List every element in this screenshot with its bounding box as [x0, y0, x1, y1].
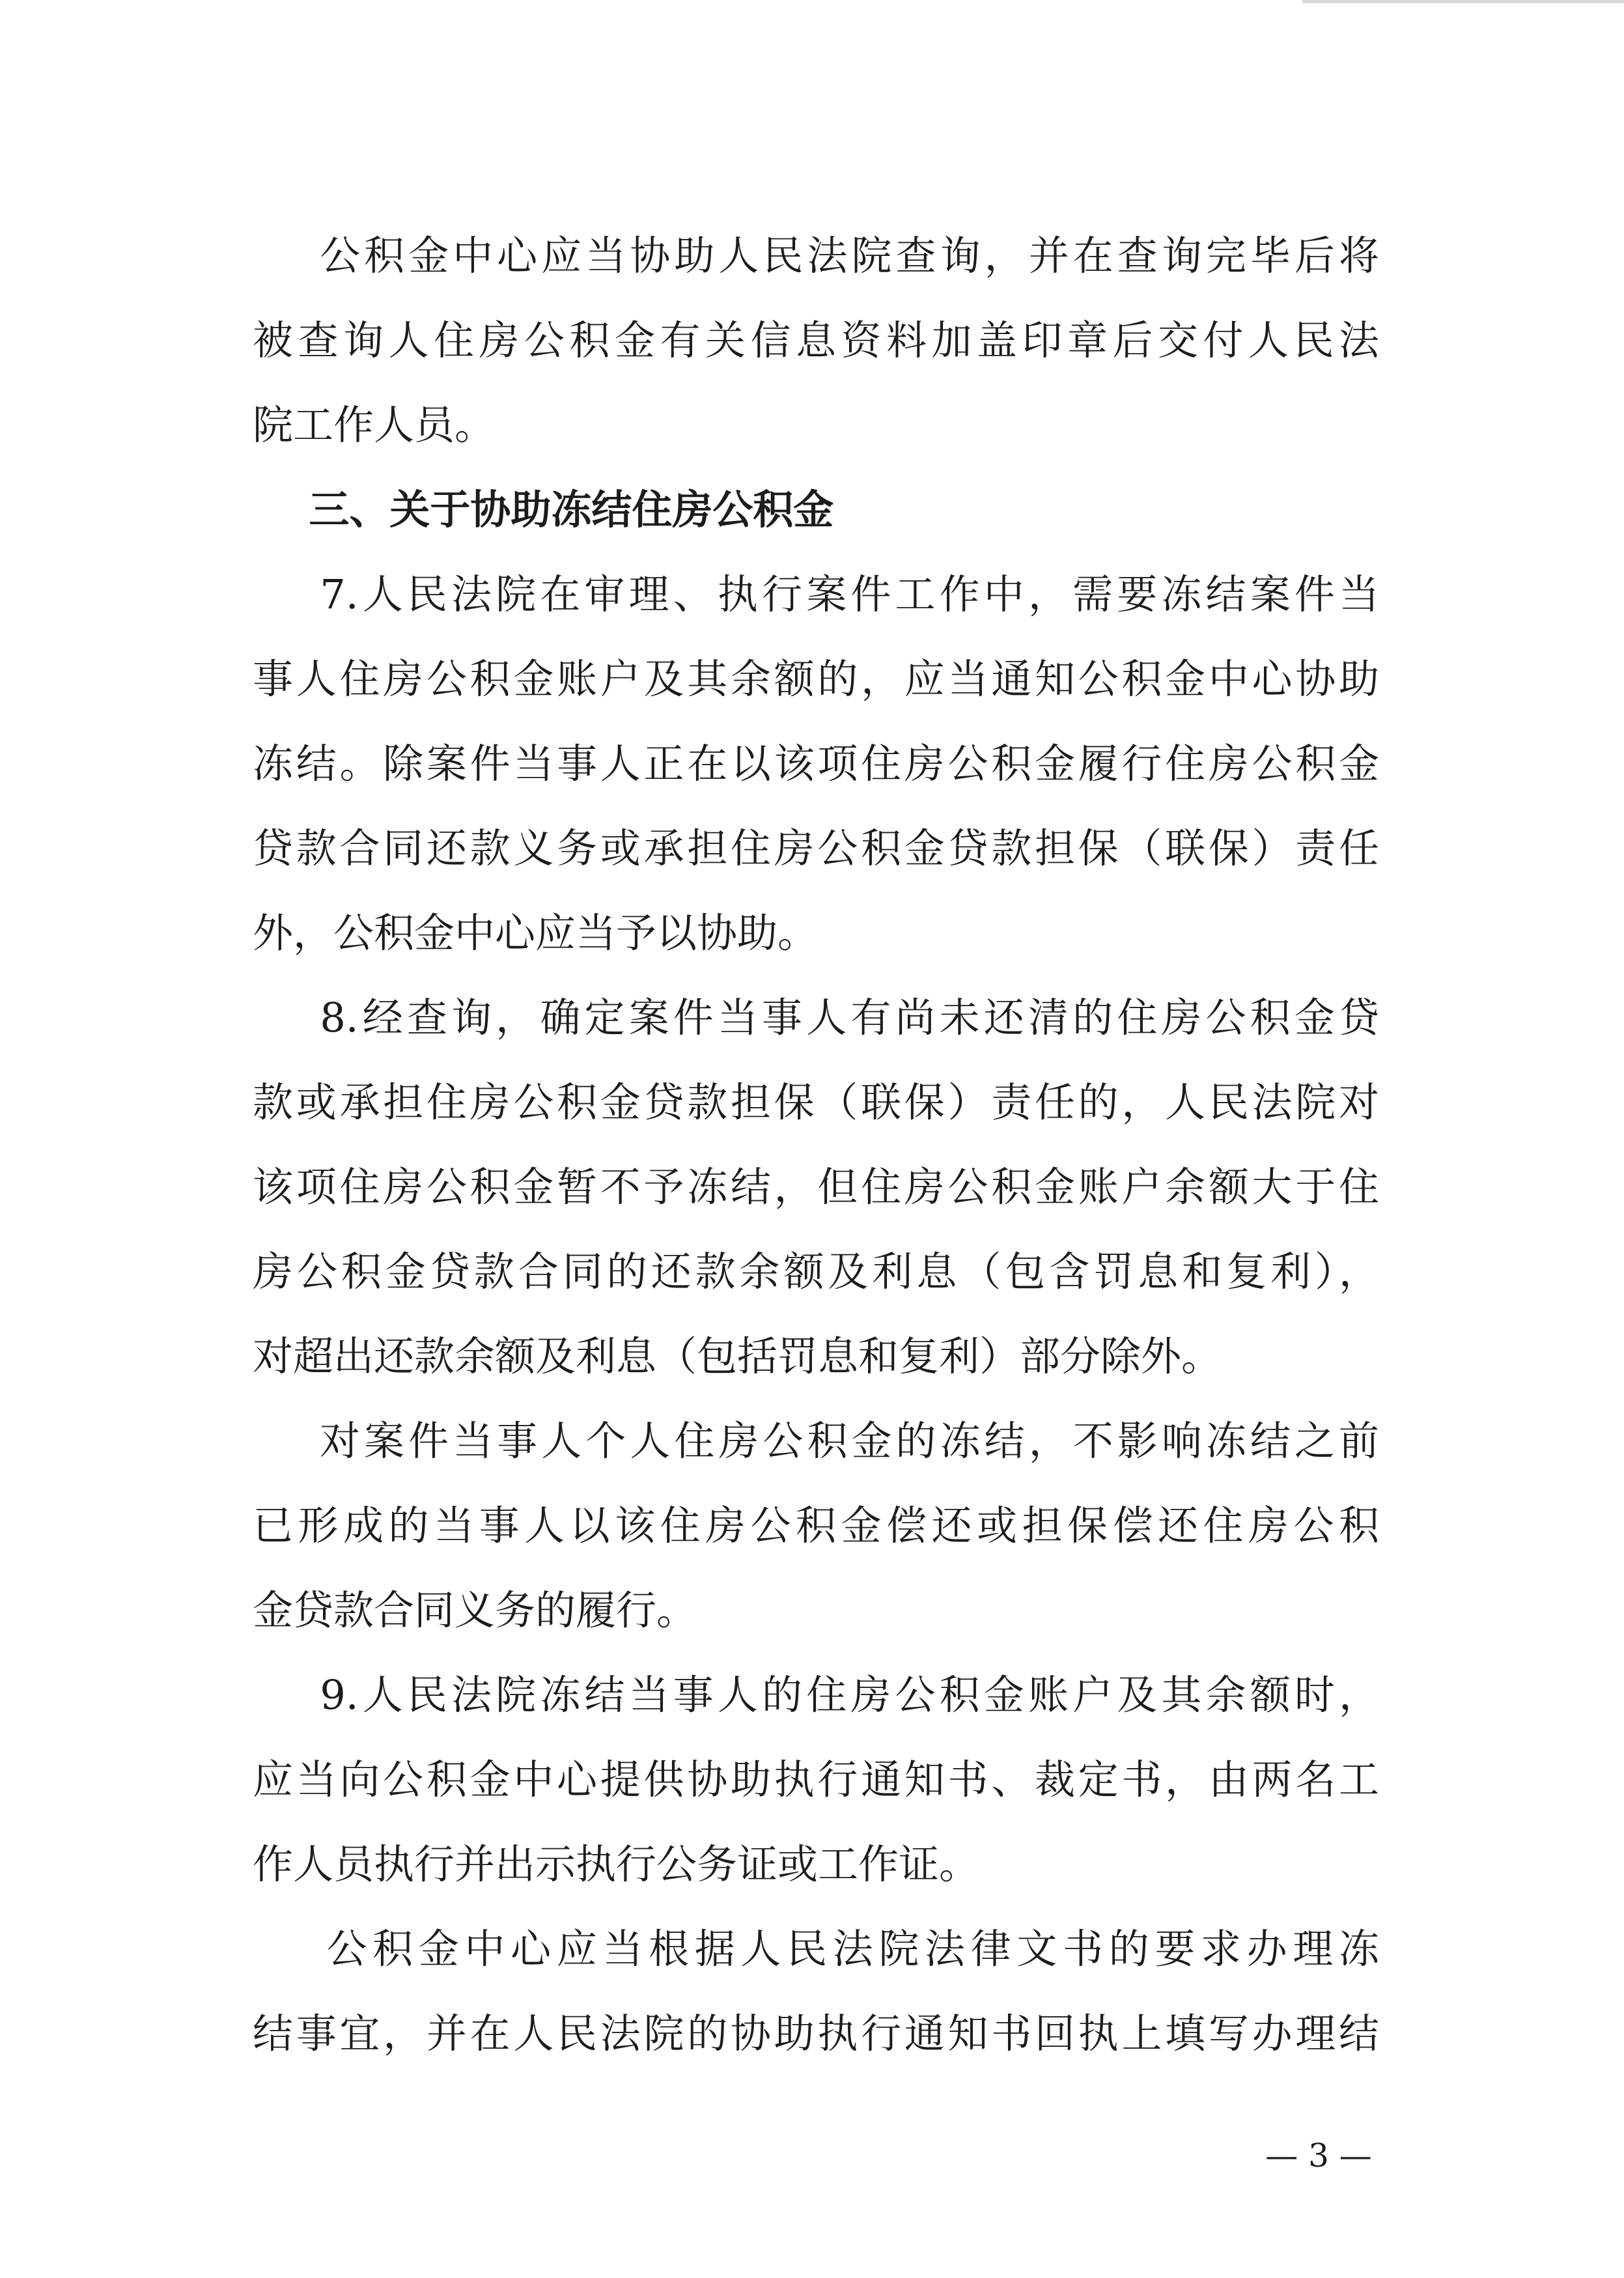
text-line: 被查询人住房公积金有关信息资料加盖印章后交付人民法: [253, 316, 1379, 364]
text-line: 院工作人员。: [253, 401, 496, 449]
text-line: 对案件当事人个人住房公积金的冻结，不影响冻结之前: [253, 1417, 1379, 1465]
top-edge-rule: [1302, 0, 1624, 3]
page-number: — 3 —: [1265, 2137, 1372, 2174]
document-body: [253, 214, 1379, 2076]
text-line: 冻结。除案件当事人正在以该项住房公积金履行住房公积金: [253, 740, 1379, 787]
section-heading: 三、关于协助冻结住房公积金: [253, 486, 834, 533]
text-line: 作人员执行并出示执行公务证或工作证。: [253, 1840, 980, 1888]
text-line: 9.人民法院冻结当事人的住房公积金账户及其余额时，: [253, 1671, 1379, 1719]
text-line: 公积金中心应当协助人民法院查询，并在查询完毕后将: [253, 232, 1379, 279]
text-line: 金贷款合同义务的履行。: [253, 1586, 697, 1634]
text-line: 已形成的当事人以该住房公积金偿还或担保偿还住房公积: [253, 1502, 1379, 1549]
text-line: 7.人民法院在审理、执行案件工作中，需要冻结案件当: [253, 570, 1379, 618]
text-line: 对超出还款余额及利息（包括罚息和复利）部分除外。: [253, 1332, 1222, 1380]
text-line: 外，公积金中心应当予以协助。: [253, 909, 819, 957]
text-line: 8.经查询，确定案件当事人有尚未还清的住房公积金贷: [253, 994, 1379, 1041]
text-line: 事人住房公积金账户及其余额的，应当通知公积金中心协助: [253, 655, 1379, 703]
text-line: 款或承担住房公积金贷款担保（联保）责任的，人民法院对: [253, 1078, 1379, 1126]
text-line: 该项住房公积金暂不予冻结，但住房公积金账户余额大于住: [253, 1163, 1379, 1211]
text-line: 结事宜，并在人民法院的协助执行通知书回执上填写办理结: [253, 2010, 1379, 2057]
text-line: 应当向公积金中心提供协助执行通知书、裁定书，由两名工: [253, 1756, 1379, 1803]
text-line: 贷款合同还款义务或承担住房公积金贷款担保（联保）责任: [253, 824, 1379, 872]
text-line: 公积金中心应当根据人民法院法律文书的要求办理冻: [253, 1925, 1379, 1973]
text-line: 房公积金贷款合同的还款余额及利息（包含罚息和复利），: [253, 1248, 1379, 1295]
